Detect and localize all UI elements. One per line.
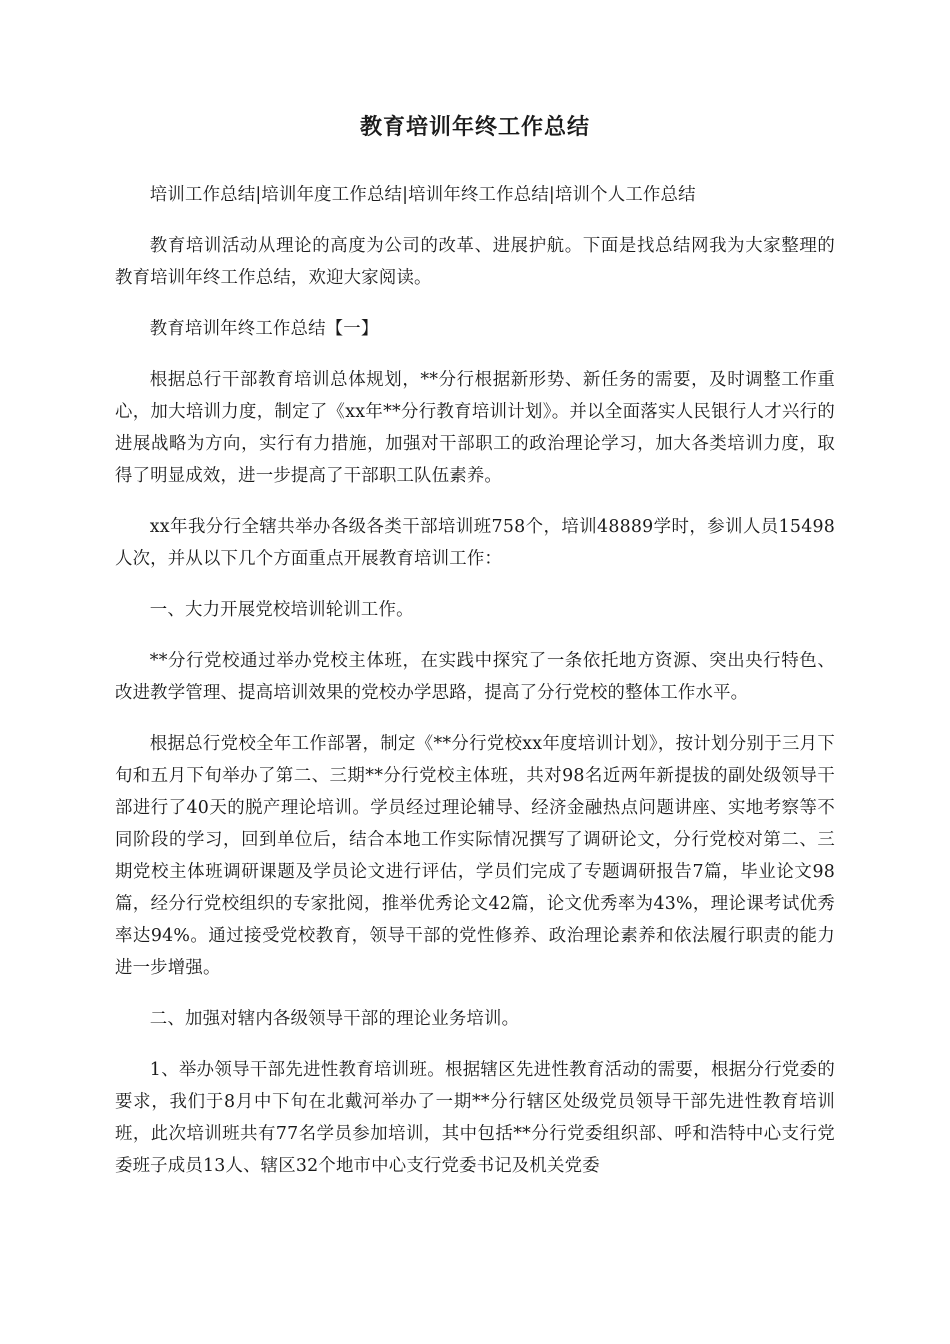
paragraph: **分行党校通过举办党校主体班，在实践中探究了一条依托地方资源、突出央行特色、改进教学管理、提高培训效果的党校办学思路，提高了分行党校的整体工作水平。 bbox=[115, 650, 835, 703]
paragraph-intro: 教育培训活动从理论的高度为公司的改革、进展护航。下面是找总结网我为大家整理的教育培训年终工作总结，欢迎大家阅读。 bbox=[115, 235, 835, 288]
paragraph-tags: 培训工作总结|培训年度工作总结|培训年终工作总结|培训个人工作总结 bbox=[149, 184, 696, 205]
document-title: 教育培训年终工作总结 bbox=[359, 114, 590, 140]
subsection-heading: 二、加强对辖内各级领导干部的理论业务培训。 bbox=[149, 1008, 520, 1029]
paragraph: 根据总行党校全年工作部署，制定《**分行党校xx年度培训计划》，按计划分别于三月下旬和五月下旬举办了第二、三期**分行党校主体班，共对98名近两年新提拔的副处级领导干部进行了40天的脱产理论培训。学员经过理论辅导、经济金融热点问题讲座、实地考察等不同阶段的学习，回到单位后，结合本地工作实际情况撰写了调研论文，分行党校对第二、三期党校主体班调研课题及学员论文进行评估，学员们完成了专题调研报告7篇，毕业论文98篇，经分行党校组织的专家批阅，推举优秀论文42篇，论文优秀率为43%，理论课考试优秀率达94%。通过接受党校教育，领导干部的党性修养、政治理论素养和依法履行职责的能力进一步增强。 bbox=[115, 733, 835, 978]
paragraph: 1、举办领导干部先进性教育培训班。根据辖区先进性教育活动的需要，根据分行党委的要求，我们于8月中下旬在北戴河举办了一期**分行辖区处级党员领导干部先进性教育培训班，此次培训班共有77名学员参加培训，其中包括**分行党委组织部、呼和浩特中心支行党委班子成员13人、辖区32个地市中心支行党委书记及机关党委 bbox=[115, 1059, 835, 1176]
paragraph: 根据总行干部教育培训总体规划，**分行根据新形势、新任务的需要，及时调整工作重心，加大培训力度，制定了《xx年**分行教育培训计划》。并以全面落实人民银行人才兴行的进展战略为方向，实行有力措施，加强对干部职工的政治理论学习，加大各类培训力度，取得了明显成效，进一步提高了干部职工队伍素养。 bbox=[115, 369, 835, 486]
subsection-heading: 一、大力开展党校培训轮训工作。 bbox=[149, 599, 414, 620]
paragraph: xx年我分行全辖共举办各级各类干部培训班758个，培训48889学时，参训人员15498人次，并从以下几个方面重点开展教育培训工作： bbox=[115, 516, 835, 569]
document-page bbox=[115, 112, 835, 1201]
section-heading-one: 教育培训年终工作总结【一】 bbox=[149, 318, 379, 339]
